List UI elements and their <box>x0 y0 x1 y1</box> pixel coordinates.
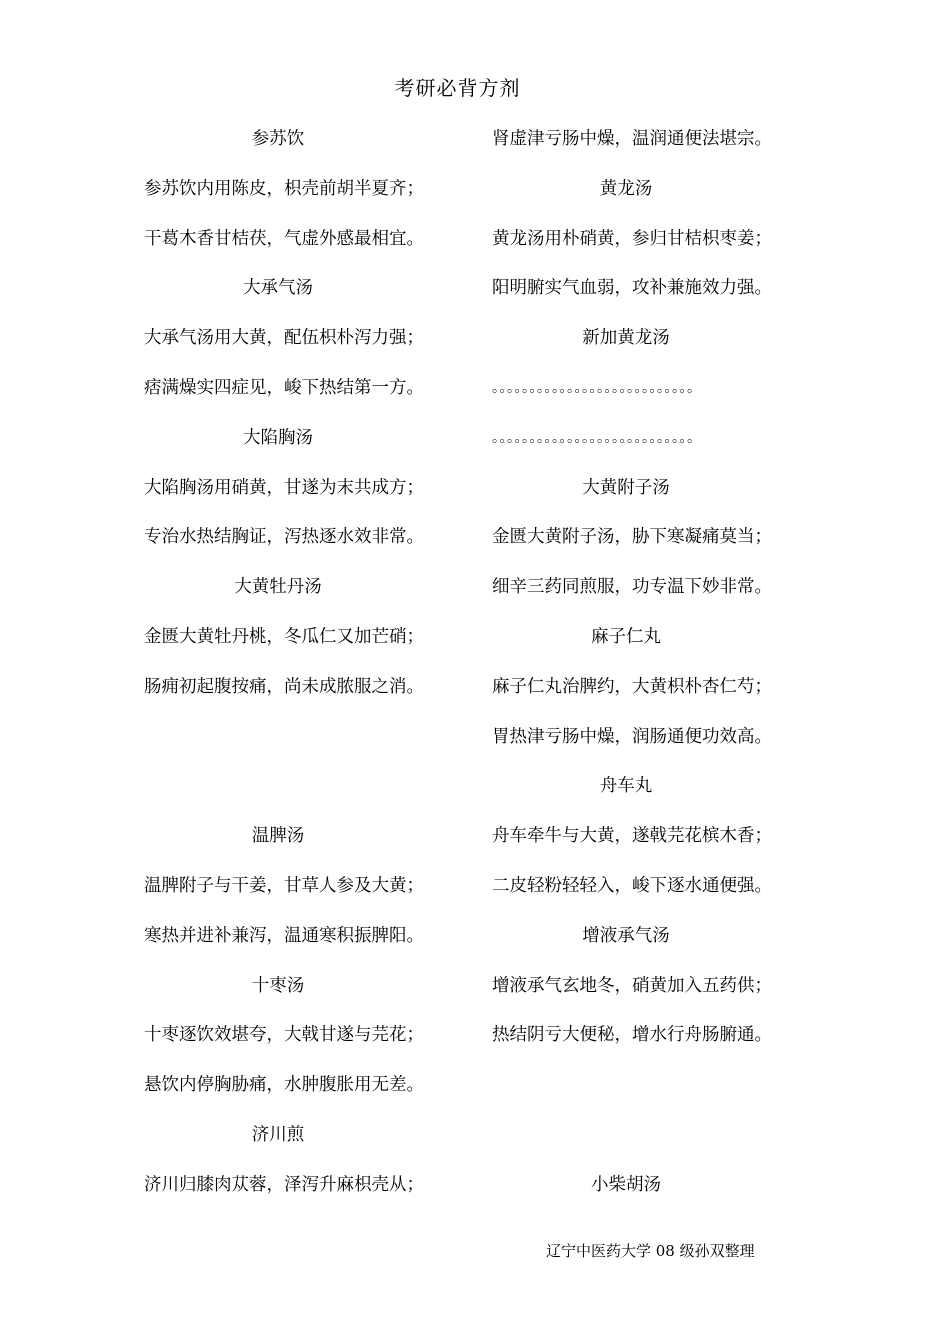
right-column <box>492 125 812 1221</box>
placeholder-dots: 。。。。。。。。。。。。。。。。。。。。。。。。。。。 <box>492 429 702 446</box>
formula-heading: 十枣汤 <box>251 975 305 996</box>
verse-line: 肠痈初起腹按痛，尚未成脓服之消。 <box>144 676 424 697</box>
formula-heading: 黄龙汤 <box>599 178 653 199</box>
verse-line: 干葛木香甘桔茯，气虚外感最相宜。 <box>144 228 424 249</box>
verse-line: 细辛三药同煎服，功专温下妙非常。 <box>492 577 772 598</box>
verse-line: 大陷胸汤用硝黄，甘遂为末共成方； <box>144 477 424 498</box>
formula-heading: 济川煎 <box>251 1124 305 1145</box>
blank-line <box>492 1121 812 1171</box>
verse-line: 参苏饮内用陈皮，枳壳前胡半夏齐； <box>144 178 424 199</box>
formula-heading: 大承气汤 <box>243 278 313 299</box>
blank-line <box>144 723 504 773</box>
verse-line: 十枣逐饮效堪夸，大戟甘遂与芫花； <box>144 1025 424 1046</box>
verse-line: 黄龙汤用朴硝黄，参归甘桔枳枣姜； <box>492 228 772 249</box>
formula-heading: 舟车丸 <box>599 776 653 797</box>
footer-credit: 辽宁中医药大学 08 级孙双整理 <box>546 1242 755 1260</box>
verse-line: 专治水热结胸证，泻热逐水效非常。 <box>144 527 424 548</box>
formula-heading: 参苏饮 <box>251 129 305 149</box>
formula-heading: 新加黄龙汤 <box>582 328 670 349</box>
verse-line: 麻子仁丸治脾约，大黄枳朴杏仁芍； <box>492 676 772 697</box>
verse-line: 金匮大黄附子汤，胁下寒凝痛莫当； <box>492 527 772 548</box>
formula-heading: 大陷胸汤 <box>243 427 313 448</box>
placeholder-dots: 。。。。。。。。。。。。。。。。。。。。。。。。。。。 <box>492 379 702 396</box>
verse-line: 大承气汤用大黄，配伍枳朴泻力强； <box>144 328 424 349</box>
verse-line: 金匮大黄牡丹桃，冬瓜仁又加芒硝； <box>144 626 424 647</box>
blank-line <box>492 1071 812 1121</box>
formula-heading: 麻子仁丸 <box>591 626 661 647</box>
formula-heading: 小柴胡汤 <box>591 1174 661 1195</box>
formula-heading: 增液承气汤 <box>582 925 670 946</box>
verse-line: 肾虚津亏肠中燥，温润通便法堪宗。 <box>492 129 772 149</box>
formula-heading: 温脾汤 <box>251 826 305 847</box>
verse-line: 济川归膝肉苁蓉，泽泻升麻枳壳从； <box>144 1174 424 1195</box>
formula-heading: 大黄附子汤 <box>582 477 670 498</box>
left-column <box>144 125 504 1221</box>
verse-line: 热结阴亏大便秘，增水行舟肠腑通。 <box>492 1025 772 1046</box>
formula-heading: 大黄牡丹汤 <box>234 577 322 598</box>
verse-line: 寒热并进补兼泻，温通寒积振脾阳。 <box>144 925 424 946</box>
verse-line: 增液承气玄地冬，硝黄加入五药供； <box>492 975 772 996</box>
verse-line: 胃热津亏肠中燥，润肠通便功效高。 <box>492 726 772 747</box>
verse-line: 舟车牵牛与大黄，遂戟芫花槟木香； <box>492 826 772 847</box>
verse-line: 悬饮内停胸胁痛，水肿腹胀用无差。 <box>144 1075 424 1096</box>
verse-line: 痞满燥实四症见，峻下热结第一方。 <box>144 377 424 398</box>
verse-line: 温脾附子与干姜，甘草人参及大黄； <box>144 875 424 896</box>
document-title: 考研必背方剂 <box>394 76 521 100</box>
verse-line: 阳明腑实气血弱，攻补兼施效力强。 <box>492 278 772 299</box>
blank-line <box>144 772 504 822</box>
verse-line: 二皮轻粉轻轻入，峻下逐水通便强。 <box>492 875 772 896</box>
